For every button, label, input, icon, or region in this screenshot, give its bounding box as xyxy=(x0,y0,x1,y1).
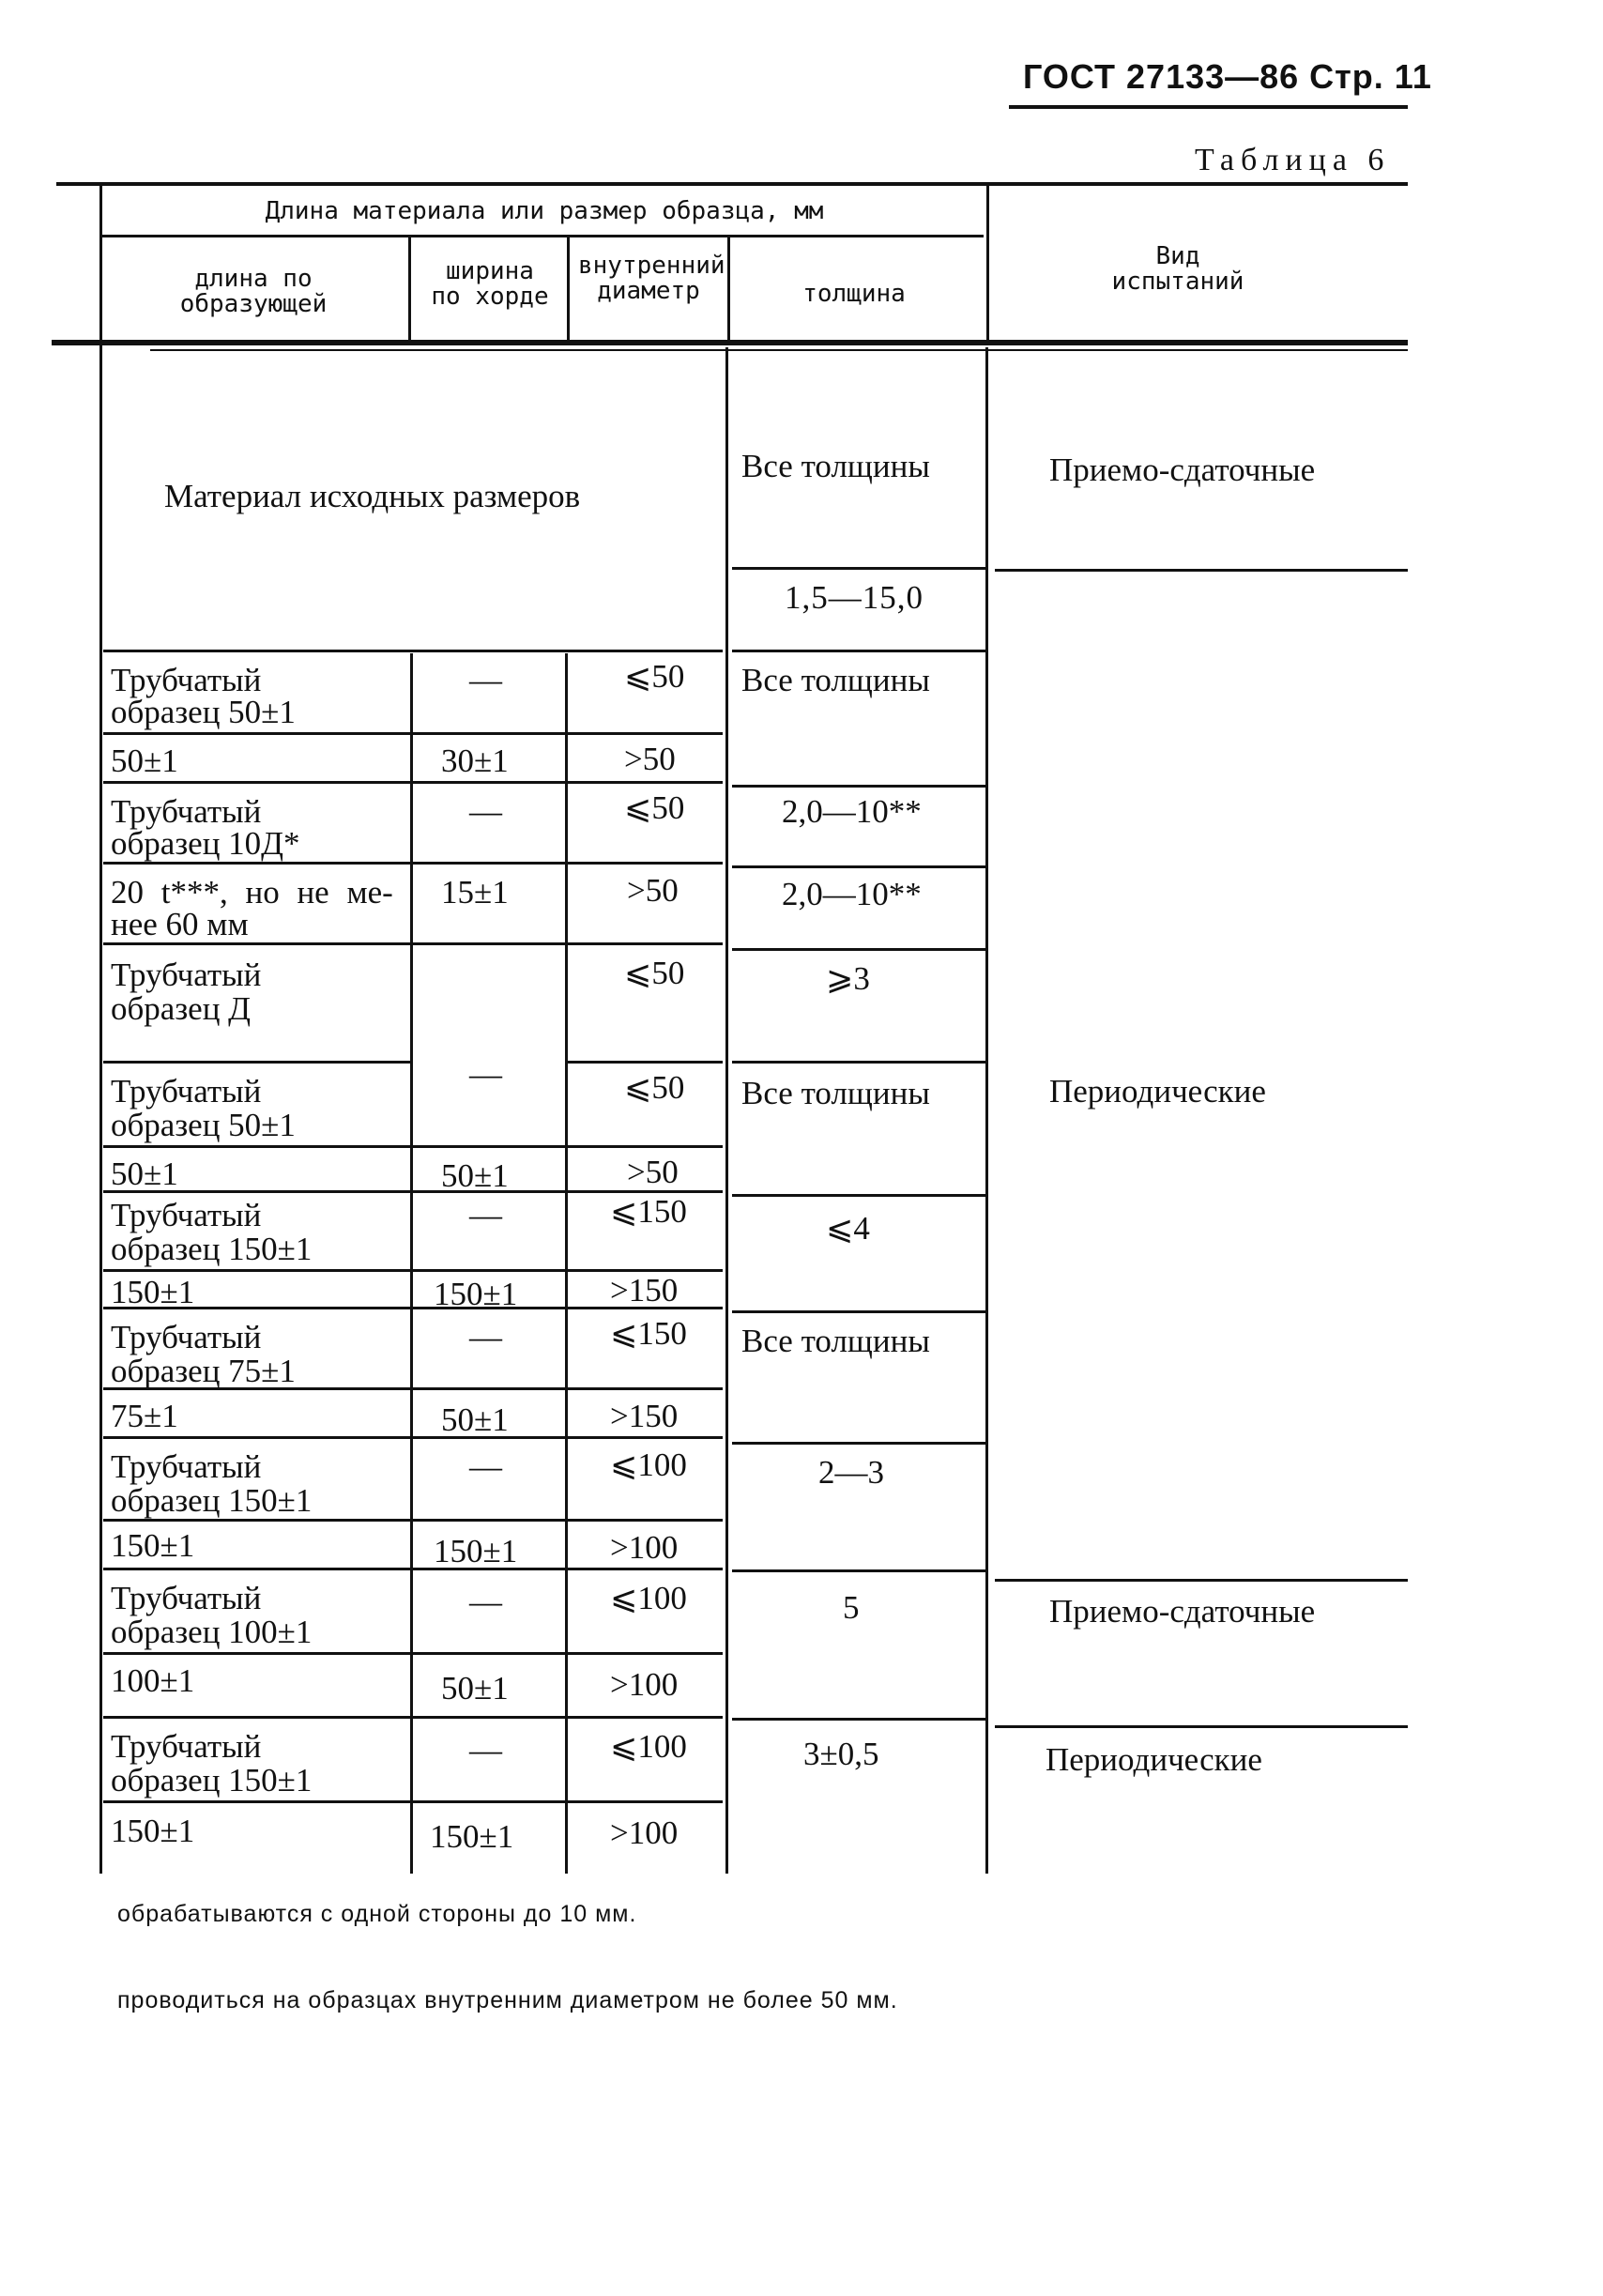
row-9-length-1: 150±1 xyxy=(111,1274,195,1310)
test-type-periodic-1: Периодические xyxy=(1049,1073,1266,1110)
row-8-width: — xyxy=(469,1197,502,1233)
row-6-diameter: ⩽50 xyxy=(624,1069,685,1106)
row-14-thickness: 5 xyxy=(843,1589,860,1626)
vline-left xyxy=(99,184,102,1874)
header-bottom-rule-thin xyxy=(150,349,1408,351)
vline-length-width xyxy=(408,237,411,340)
test-type-periodic-2: Периодические xyxy=(1046,1741,1262,1778)
row-14-diameter: ⩽100 xyxy=(610,1580,687,1616)
page-header: ГОСТ 27133—86 Стр. 11 xyxy=(1023,57,1432,96)
row-3-length-2: образец 10Д* xyxy=(111,825,300,862)
row-13-width: 150±1 xyxy=(434,1533,518,1569)
row-10-length-2: образец 75±1 xyxy=(111,1353,296,1389)
row-2-length-1: 50±1 xyxy=(111,742,178,779)
header-rule xyxy=(1009,105,1408,109)
row-4-length-2: нее 60 мм xyxy=(111,906,249,942)
table-label: Таблица 6 xyxy=(1195,143,1391,177)
row-16-diameter: ⩽100 xyxy=(610,1728,687,1765)
row-14-width: — xyxy=(469,1584,502,1620)
row-11-width: 50±1 xyxy=(441,1401,509,1438)
row-5-length-1: Трубчатый xyxy=(111,957,262,993)
row-5-width: — xyxy=(469,1056,502,1093)
row-1-length-1: Трубчатый xyxy=(111,662,262,698)
row-8-length-2: образец 150±1 xyxy=(111,1231,313,1267)
row-5-diameter: ⩽50 xyxy=(624,955,685,991)
group-header-rule xyxy=(101,235,984,237)
material-thickness-2: 1,5—15,0 xyxy=(785,579,924,616)
vline-thickness-test xyxy=(986,184,989,340)
row-2-width: 30±1 xyxy=(441,742,509,779)
row-8-thickness: ⩽4 xyxy=(826,1210,870,1247)
table-top-rule xyxy=(56,182,1408,186)
row-6-length-1: Трубчатый xyxy=(111,1073,262,1110)
col-header-diameter: внутренний диаметр xyxy=(578,252,725,306)
row-12-length-2: образец 150±1 xyxy=(111,1482,313,1519)
row-5-thickness: ⩾3 xyxy=(826,960,870,997)
row-1-thickness: Все толщины xyxy=(741,662,930,698)
row-3-thickness: 2,0—10** xyxy=(782,793,922,830)
row-13-diameter: >100 xyxy=(610,1529,679,1566)
group-header: Длина материала или размер образца, мм xyxy=(265,197,824,225)
row-4-diameter: >50 xyxy=(627,872,679,909)
row-17-length-1: 150±1 xyxy=(111,1813,195,1849)
row-16-thickness: 3±0,5 xyxy=(803,1736,879,1772)
row-12-width: — xyxy=(469,1448,502,1485)
row-10-length-1: Трубчатый xyxy=(111,1319,262,1355)
row-11-length-1: 75±1 xyxy=(111,1398,178,1434)
row-12-length-1: Трубчатый xyxy=(111,1448,262,1485)
row-14-length-2: образец 100±1 xyxy=(111,1614,313,1650)
row-13-length-1: 150±1 xyxy=(111,1527,195,1564)
row-14-length-1: Трубчатый xyxy=(111,1580,262,1616)
row-16-length-2: образец 150±1 xyxy=(111,1762,313,1799)
col-header-length: длина по образующей xyxy=(179,265,328,319)
row-2-diameter: >50 xyxy=(624,741,676,777)
vline-thickness-test-body xyxy=(985,347,988,1874)
header-bottom-rule xyxy=(52,340,1408,345)
row-8-diameter: ⩽150 xyxy=(610,1193,687,1230)
row-1-length-2: образец 50±1 xyxy=(111,694,296,730)
row-17-diameter: >100 xyxy=(610,1814,679,1851)
material-label: Материал исходных размеров xyxy=(164,478,581,514)
row-10-width: — xyxy=(469,1319,502,1355)
row-10-thickness: Все толщины xyxy=(741,1323,930,1359)
row-9-width: 150±1 xyxy=(434,1276,518,1312)
vline-width-diameter xyxy=(567,237,570,340)
footnote-1: обрабатываются с одной стороны до 10 мм. xyxy=(117,1901,637,1927)
row-8-length-1: Трубчатый xyxy=(111,1197,262,1233)
row-6-length-2: образец 50±1 xyxy=(111,1107,296,1143)
row-15-diameter: >100 xyxy=(610,1666,679,1703)
row-3-diameter: ⩽50 xyxy=(624,789,685,826)
row-12-diameter: ⩽100 xyxy=(610,1446,687,1483)
vline-diameter-thickness xyxy=(727,237,730,340)
row-3-length-1: Трубчатый xyxy=(111,793,262,830)
row-7-length-1: 50±1 xyxy=(111,1156,178,1192)
row-7-diameter: >50 xyxy=(627,1154,679,1190)
row-16-length-1: Трубчатый xyxy=(111,1728,262,1765)
row-1-diameter: ⩽50 xyxy=(624,658,685,695)
row-11-diameter: >150 xyxy=(610,1398,679,1434)
material-thickness-1: Все толщины xyxy=(741,448,930,484)
col-header-width: ширина по хорде xyxy=(431,257,549,312)
material-test-1: Приемо-сдаточные xyxy=(1049,452,1316,488)
row-4-length-1: 20 t***, но не ме- xyxy=(111,874,393,911)
test-type-acceptance-2: Приемо-сдаточные xyxy=(1049,1593,1316,1630)
row-16-width: — xyxy=(469,1732,502,1768)
row-17-width: 150±1 xyxy=(430,1818,514,1855)
row-15-length-1: 100±1 xyxy=(111,1662,195,1699)
row-6-thickness: Все толщины xyxy=(741,1075,930,1111)
row-5-length-2: образец Д xyxy=(111,990,252,1027)
row-10-diameter: ⩽150 xyxy=(610,1315,687,1352)
vline-length-width-body xyxy=(410,653,413,1874)
row-4-thickness: 2,0—10** xyxy=(782,876,922,912)
col-header-thickness: толщина xyxy=(802,280,906,308)
footnote-2: проводиться на образцах внутренним диаметром не более 50 мм. xyxy=(117,1987,898,2013)
row-9-diameter: >150 xyxy=(610,1272,679,1309)
row-4-width: 15±1 xyxy=(441,874,509,911)
row-3-width: — xyxy=(469,793,502,830)
vline-width-diameter-body xyxy=(565,653,568,1874)
row-7-width: 50±1 xyxy=(441,1157,509,1194)
row-15-width: 50±1 xyxy=(441,1670,509,1707)
vline-diameter-thickness-body xyxy=(725,347,728,1874)
row-1-width: — xyxy=(469,662,502,698)
row-12-thickness: 2—3 xyxy=(818,1454,884,1491)
col-header-test-type: Вид испытаний xyxy=(1111,242,1244,297)
